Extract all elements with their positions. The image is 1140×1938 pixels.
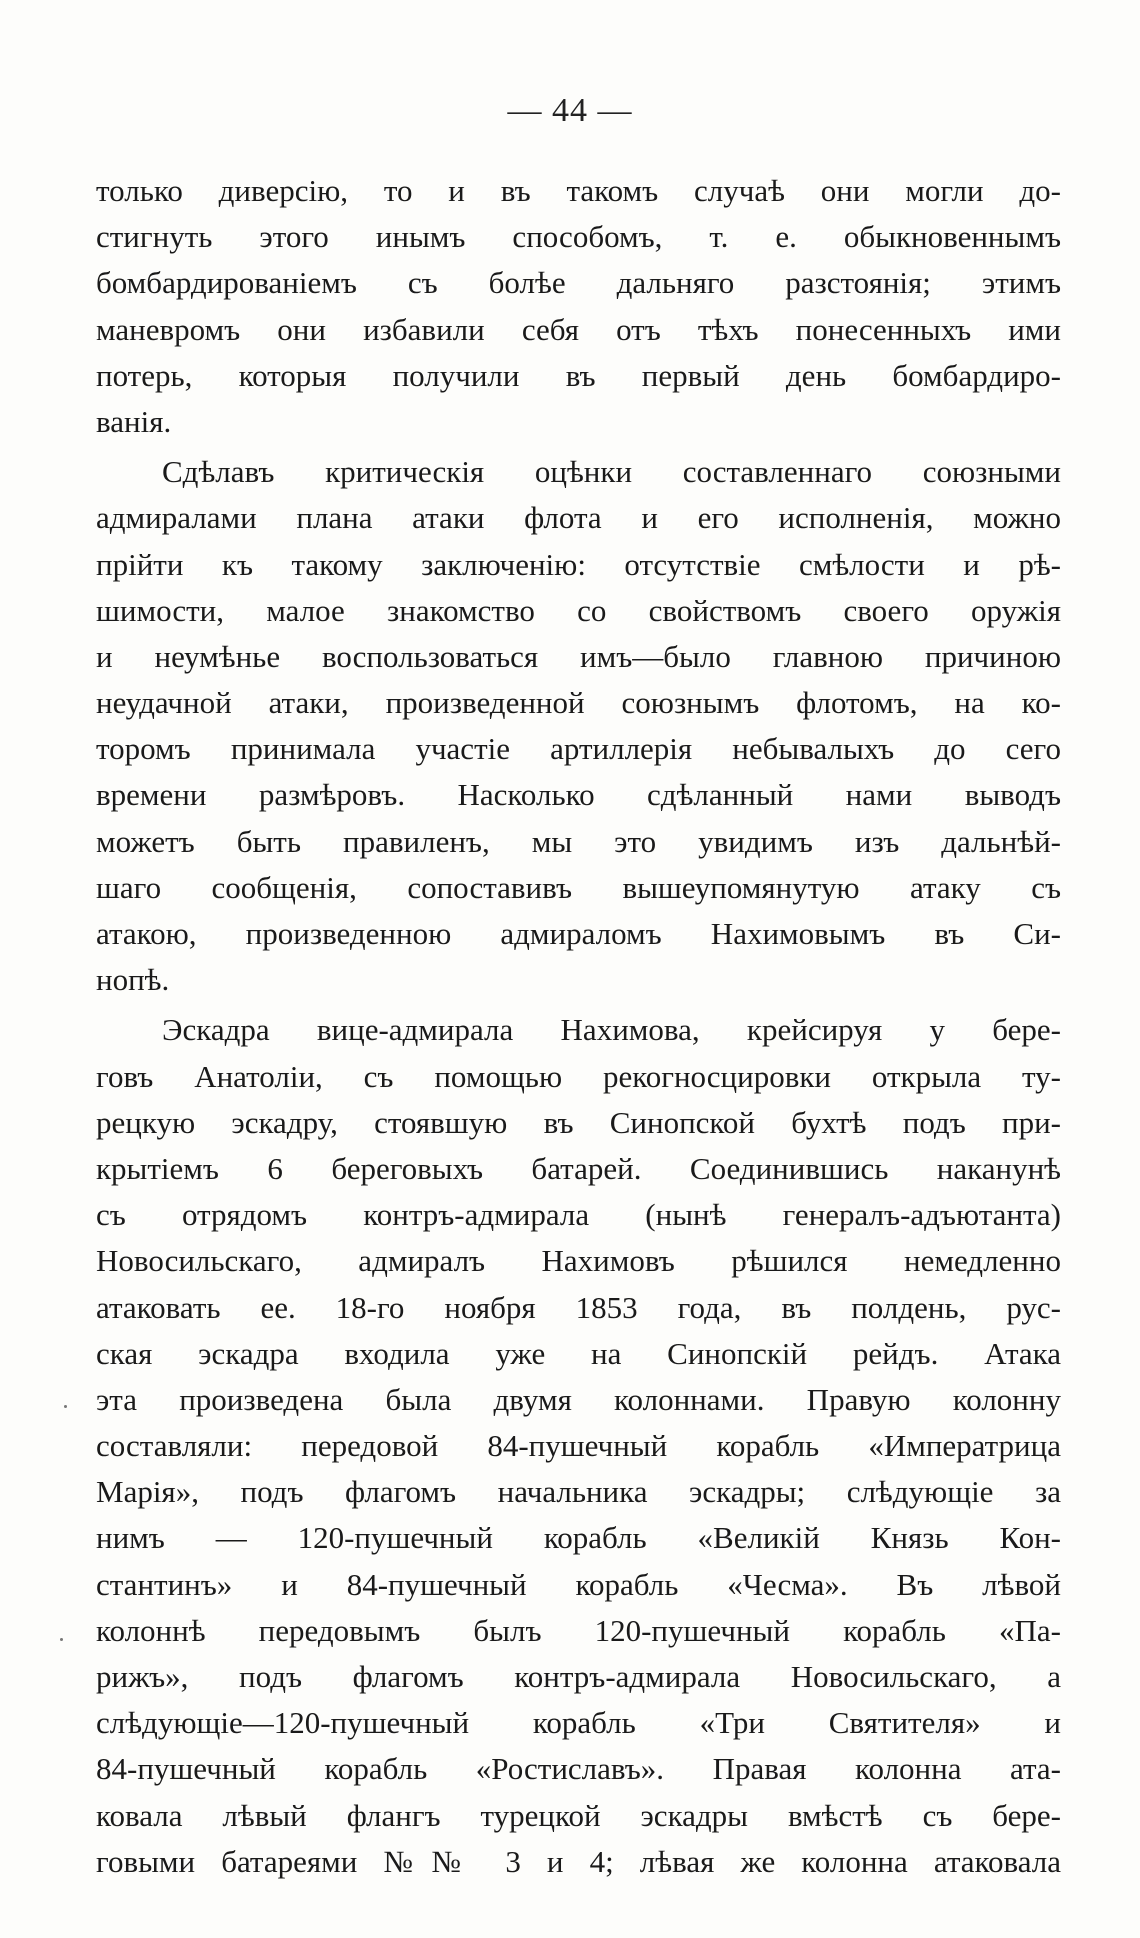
text-line: бомбардированіемъ съ болѣе дальняго разстоянія; этимъ [96, 265, 1061, 301]
text-line: маневромъ они избавили себя отъ тѣхъ понесенныхъ ими [96, 311, 1061, 347]
text-line: нопѣ. [96, 962, 170, 998]
text-line: времени размѣровъ. Насколько сдѣланный нами выводъ [96, 777, 1061, 813]
print-speck [60, 1638, 63, 1641]
paragraph [96, 168, 1061, 445]
text-line: слѣдующіе—120-пушечный корабль «Три Святителя» и [96, 1705, 1061, 1741]
text-line: шимости, малое знакомство со свойствомъ своего оружія [96, 592, 1061, 628]
text-line: только диверсію, то и въ такомъ случаѣ они могли до- [96, 173, 1061, 208]
text-line: Марія», подъ флагомъ начальника эскадры; слѣдующіе за [96, 1474, 1061, 1510]
text-line: ковала лѣвый флангъ турецкой эскадры вмѣстѣ съ бере- [96, 1797, 1061, 1833]
text-line: Эскадра вице-адмирала Нахимова, крейсируя у бере- [162, 1012, 1061, 1048]
text-line: говъ Анатоліи, съ помощью рекогносцировки открыла ту- [96, 1058, 1061, 1094]
text-line: составляли: передовой 84-пушечный корабль «Императрица [96, 1428, 1061, 1464]
text-line: торомъ принимала участіе артиллерія небывалыхъ до сего [96, 731, 1061, 767]
text-line: атакою, произведенною адмираломъ Нахимовымъ въ Си- [96, 916, 1061, 951]
text-line: адмиралами плана атаки флота и его исполненія, можно [96, 500, 1061, 536]
text-line: Сдѣлавъ критическія оцѣнки составленнаго союзными [162, 454, 1061, 490]
text-line: потерь, которыя получили въ первый день бомбардиро- [96, 357, 1061, 393]
paragraph [96, 449, 1061, 1003]
text-line: шаго сообщенія, сопоставивъ вышеупомянутую атаку съ [96, 869, 1061, 905]
paragraph [96, 1007, 1061, 1885]
text-line: нимъ — 120-пушечный корабль «Великій Князь Кон- [96, 1520, 1061, 1556]
text-line: ванія. [96, 403, 172, 439]
text-line: стантинъ» и 84-пушечный корабль «Чесма». Въ лѣвой [96, 1566, 1061, 1602]
print-speck [64, 1405, 67, 1408]
text-line: и неумѣнье воспользоваться имъ—было главною причиною [96, 638, 1061, 674]
text-line: прійти къ такому заключенію: отсутствіе смѣлости и рѣ- [96, 546, 1061, 582]
text-line: ская эскадра входила уже на Синопскій рейдъ. Атака [96, 1335, 1061, 1371]
text-line: колоннѣ передовымъ былъ 120-пушечный корабль «Па- [96, 1612, 1061, 1648]
text-line: Новосильскаго, адмиралъ Нахимовъ рѣшился немедленно [96, 1243, 1061, 1279]
text-line: стигнуть этого инымъ способомъ, т. е. обыкновеннымъ [96, 219, 1061, 255]
text-line: рижъ», подъ флагомъ контръ-адмирала Новосильскаго, а [96, 1659, 1061, 1694]
text-line: атаковать ее. 18-го ноября 1853 года, въ полдень, рус- [96, 1289, 1061, 1325]
text-line: эта произведена была двумя колоннами. Правую колонну [96, 1381, 1061, 1417]
body-text [96, 168, 1061, 1885]
text-line: крытіемъ 6 береговыхъ батарей. Соединившись наканунѣ [96, 1150, 1061, 1186]
page-number: — 44 — [507, 92, 633, 129]
text-line: съ отрядомъ контръ-адмирала (нынѣ генералъ-адъютанта) [96, 1197, 1061, 1233]
text-line: 84-пушечный корабль «Ростиславъ». Правая колонна ата- [96, 1751, 1061, 1787]
text-line: рецкую эскадру, стоявшую въ Синопской бухтѣ подъ при- [96, 1104, 1061, 1140]
text-line: можетъ быть правиленъ, мы это увидимъ изъ дальнѣй- [96, 823, 1061, 859]
text-line: говыми батареями №№ 3 и 4; лѣвая же колонна атаковала [96, 1843, 1061, 1879]
text-line: неудачной атаки, произведенной союзнымъ флотомъ, на ко- [96, 685, 1061, 721]
